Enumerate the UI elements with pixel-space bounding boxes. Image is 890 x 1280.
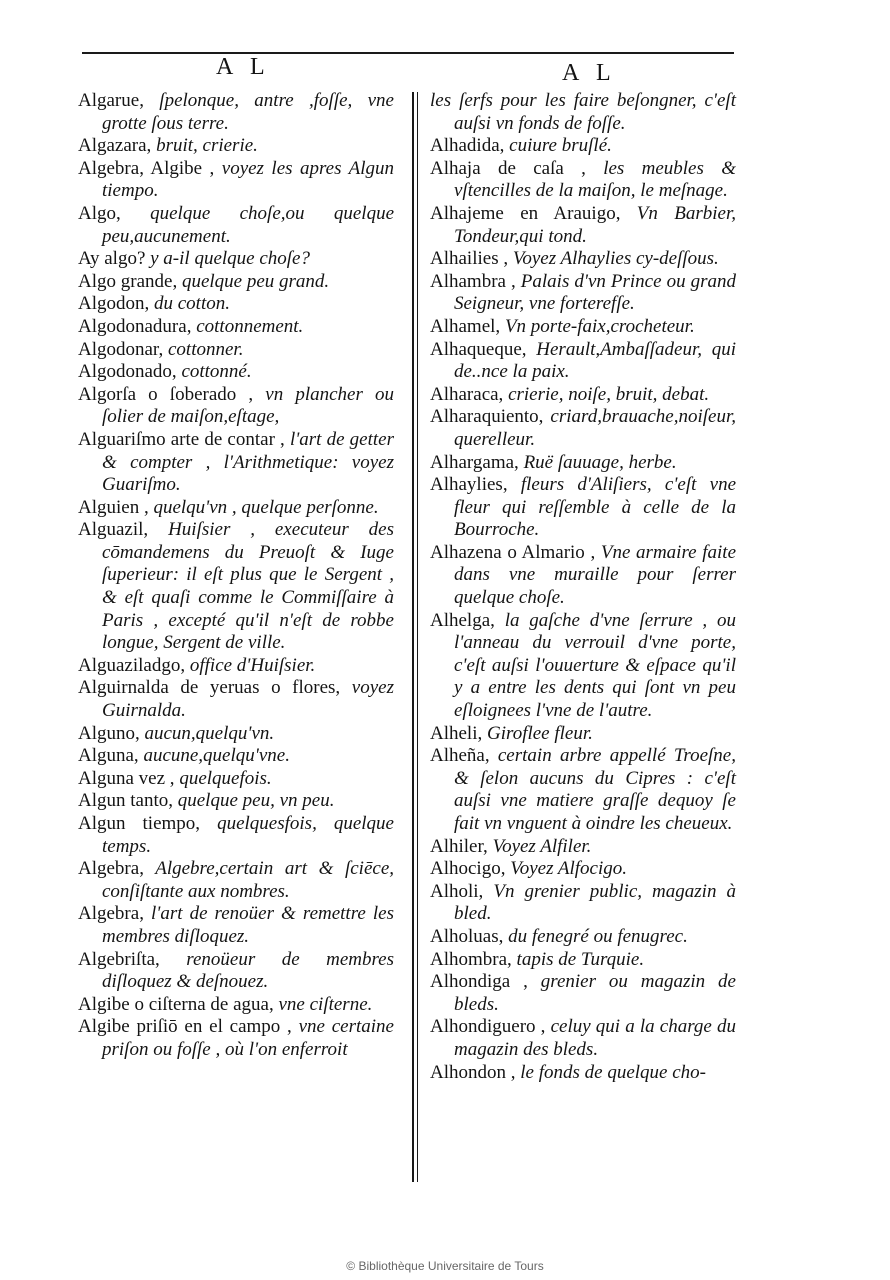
dictionary-entry [78, 384, 394, 429]
running-head-right: A L [562, 60, 617, 86]
entry-headword: Algodonar, [78, 338, 164, 360]
dictionary-entry [430, 926, 736, 949]
dictionary-entry [78, 497, 394, 520]
entry-headword: Algebra, Algibe , [78, 157, 215, 179]
entry-headword: Algo, [78, 202, 121, 224]
dictionary-entry [78, 271, 394, 294]
entry-definition: aucun,quelqu'vn. [139, 722, 275, 744]
entry-definition: bruit, crierie. [151, 135, 258, 157]
entry-definition: les ſerfs pour les faire beſongner, c'eſt auſsi vn fonds de foſſe. [430, 90, 736, 134]
entry-definition: Giroflee fleur. [482, 722, 593, 744]
entry-definition: Voyez Alfocigo. [505, 858, 628, 880]
entry-definition: quelque choſe,ou quelque peu,aucunement. [102, 202, 394, 247]
dictionary-entry [430, 384, 736, 407]
entry-definition: Vne armaire faite dans vne muraille pour ſerrer quelque choſe. [454, 541, 736, 609]
column-divider-thin [417, 92, 418, 1182]
entry-headword: Algodonado, [78, 361, 177, 383]
entry-headword: Alhaqueque, [430, 338, 527, 360]
entry-definition: la gaſche d'vne ſerrure , ou l'anneau du verrouil d'vne porte, c'eſt auſsi l'ouuerture & eſpace qu'il y a entre les dents qui ſont vn peu eſloignees l'vne de l'autre. [454, 609, 736, 722]
dictionary-entry [430, 203, 736, 248]
entry-headword: Alguazil, [78, 519, 149, 541]
dictionary-entry [78, 339, 394, 362]
entry-definition: Palais d'vn Prince ou grand Seigneur, vne forterefſe. [454, 270, 737, 315]
entry-headword: Algodon, [78, 293, 150, 315]
entry-headword: Alhelga, [430, 609, 495, 631]
dictionary-entry [78, 293, 394, 316]
entry-headword: Algibe o ciſterna de agua, [78, 993, 274, 1015]
entry-definition: Herault,Ambaſſadeur, qui de..nce la paix. [454, 338, 736, 383]
entry-definition: vne certaine priſon ou foſſe , où l'on enferroit [102, 1016, 394, 1060]
entry-headword: Alguirnalda de yeruas o flores, [78, 677, 341, 699]
entry-definition: cottonnement. [191, 315, 304, 337]
entry-definition: quelquefois. [174, 767, 272, 789]
entry-headword: Alhocigo, [430, 858, 506, 880]
entry-definition: cottonné. [176, 361, 252, 383]
entry-definition: tapis de Turquie. [511, 948, 645, 970]
entry-definition: Voyez Alfiler. [487, 835, 592, 857]
entry-definition: criard,brauache,noiſeur, querelleur. [454, 406, 736, 450]
right-column [430, 90, 736, 1084]
entry-headword: Algo grande, [78, 270, 178, 292]
entry-definition: cuiure bruſlé. [504, 135, 612, 157]
dictionary-entry [430, 452, 736, 475]
entry-headword: Alhambra , [430, 270, 516, 292]
dictionary-entry [78, 135, 394, 158]
dictionary-entry [78, 361, 394, 384]
dictionary-entry [78, 90, 394, 135]
entry-headword: Alhajeme en Arauigo, [430, 202, 621, 224]
entry-definition: y a-il quelque choſe? [145, 248, 310, 270]
entry-headword: Alholi, [430, 880, 484, 902]
entry-headword: Alguariſmo arte de contar , [78, 428, 285, 450]
left-column [78, 90, 394, 1062]
dictionary-entry [430, 971, 736, 1016]
entry-definition: du fenegré ou fenugrec. [503, 925, 688, 947]
entry-headword: Alholuas, [430, 925, 504, 947]
entry-headword: Alguna, [78, 745, 139, 767]
dictionary-entry [430, 248, 736, 271]
entry-definition: voyez Guirnalda. [102, 677, 394, 722]
entry-definition: ſpelonque, antre ,foſſe, vne grotte ſous terre. [102, 90, 394, 134]
entry-definition: aucune,quelqu'vne. [138, 745, 290, 767]
entry-headword: Alharaquiento, [430, 406, 544, 428]
entry-headword: Alhargama, [430, 451, 519, 473]
dictionary-entry [430, 836, 736, 859]
entry-definition: quelquesfois, quelque temps. [102, 813, 394, 857]
column-divider [412, 92, 414, 1182]
entry-headword: Algodonadura, [78, 315, 192, 337]
entry-headword: Alguna vez , [78, 767, 175, 789]
entry-headword: Alguien , [78, 496, 149, 518]
entry-definition: l'art de renoüer & remettre les membres diſloquez. [102, 903, 394, 947]
dictionary-entry [430, 1062, 736, 1085]
entry-definition: Voyez Alhaylies cy-deſſous. [508, 248, 719, 270]
dictionary-entry [430, 135, 736, 158]
entry-headword: Algibe priſiō en el campo , [78, 1016, 292, 1038]
entry-definition: Ruë ſauuage, herbe. [518, 451, 677, 473]
dictionary-entry [78, 790, 394, 813]
dictionary-entry [430, 1016, 736, 1061]
dictionary-entry [78, 158, 394, 203]
dictionary-entry [78, 677, 394, 722]
dictionary-entry [430, 881, 736, 926]
entry-definition: voyez les apres Algun tiempo. [102, 157, 395, 202]
entry-definition: cottonner. [163, 338, 244, 360]
entry-headword: Alhiler, [430, 835, 488, 857]
entry-headword: Alhondiguero , [430, 1016, 546, 1038]
dictionary-entry [430, 316, 736, 339]
entry-headword: Alhaylies, [430, 474, 508, 496]
dictionary-entry [430, 745, 736, 835]
entry-definition: Vn porte-faix,crocheteur. [500, 315, 695, 337]
entry-definition: quelqu'vn , quelque perſonne. [148, 496, 379, 518]
dictionary-entry [430, 339, 736, 384]
dictionary-entry [430, 271, 736, 316]
dictionary-entry [78, 994, 394, 1017]
entry-headword: Alheña, [430, 745, 490, 767]
entry-headword: Alhailies , [430, 248, 509, 270]
entry-definition: Algebre,certain art & ſciēce, conſiſtante aux nombres. [102, 858, 394, 902]
entry-headword: Alhaja de caſa , [430, 157, 586, 179]
dictionary-entry [430, 858, 736, 881]
entry-headword: Ay algo? [78, 248, 146, 270]
entry-headword: Alhamel, [430, 315, 501, 337]
top-rule [82, 52, 734, 54]
dictionary-entry [78, 745, 394, 768]
dictionary-entry [78, 903, 394, 948]
entry-definition: l'art de getter & compter , l'Arithmetique: voyez Guariſmo. [102, 428, 394, 496]
entry-headword: Algun tanto, [78, 790, 173, 812]
entry-headword: Algun tiempo, [78, 813, 201, 834]
dictionary-entry [78, 203, 394, 248]
entry-definition: office d'Huiſsier. [185, 654, 316, 676]
entry-headword: Alguno, [78, 722, 140, 744]
dictionary-entry [430, 158, 736, 203]
entry-definition: crierie, noiſe, bruit, debat. [503, 383, 710, 405]
entry-headword: Alharaca, [430, 383, 504, 405]
dictionary-entry [430, 90, 736, 135]
entry-definition: Vn grenier public, magazin à bled. [454, 880, 736, 925]
dictionary-entry [78, 723, 394, 746]
dictionary-entry [78, 316, 394, 339]
dictionary-entry [78, 429, 394, 497]
entry-definition: Vn Barbier, Tondeur,qui tond. [454, 202, 736, 247]
entry-definition: grenier ou magazin de bleds. [454, 971, 736, 1015]
entry-headword: Algebra, [78, 858, 144, 880]
entry-headword: Alhondon , [430, 1061, 516, 1083]
entry-headword: Algorſa o ſoberado , [78, 383, 254, 405]
entry-definition: renoüeur de membres diſloquez & deſnouez. [102, 948, 394, 993]
dictionary-entry [78, 655, 394, 678]
dictionary-entry [78, 1016, 394, 1061]
entry-headword: Alhadida, [430, 135, 505, 157]
dictionary-entry [78, 813, 394, 858]
entry-definition: vne ciſterne. [273, 993, 373, 1015]
entry-definition: fleurs d'Aliſiers, c'eſt vne fleur qui reſſemble à celle de la Bourroche. [454, 474, 736, 541]
dictionary-entry [430, 474, 736, 542]
dictionary-entry [430, 949, 736, 972]
entry-definition: du cotton. [149, 293, 230, 315]
dictionary-entry [430, 406, 736, 451]
entry-definition: certain arbre appellé Troeſne, & ſelon aucuns du Cipres : c'eſt auſsi vne matiere graſſe dequoy ſe fait vn vnguent à oindre les cheueux. [454, 745, 736, 834]
entry-definition: les meubles & vſtencilles de la maiſon, le meſnage. [454, 157, 736, 202]
entry-headword: Alhazena o Almario , [430, 541, 596, 563]
entry-headword: Algebra, [78, 903, 144, 925]
library-credit: © Bibliothèque Universitaire de Tours [346, 1259, 544, 1273]
dictionary-entry [430, 610, 736, 723]
dictionary-entry [78, 248, 394, 271]
entry-headword: Algebriſta, [78, 948, 160, 970]
entry-definition: vn plancher ou ſolier de maiſon,eſtage, [102, 383, 394, 428]
dictionary-entry [78, 949, 394, 994]
dictionary-entry [430, 723, 736, 746]
running-head-left: A L [216, 54, 271, 80]
entry-headword: Alhondiga , [430, 971, 528, 993]
entry-definition: celuy qui a la charge du magazin des bleds. [454, 1016, 736, 1060]
entry-definition: quelque peu grand. [177, 270, 330, 292]
dictionary-entry [78, 858, 394, 903]
entry-headword: Alheli, [430, 722, 483, 744]
entry-headword: Alguaziladgo, [78, 654, 186, 676]
entry-definition: Huiſsier , executeur des cōmandemens du Preuoſt & Iuge ſuperieur: il eſt plus que le Sergent , & eſt quaſi comme le Commiſſaire à Paris , excepté qu'il n'eſt de robbe longue, Sergent de ville. [102, 519, 394, 654]
entry-definition: le fonds de quelque cho- [515, 1061, 706, 1083]
dictionary-entry [430, 542, 736, 610]
dictionary-entry [78, 768, 394, 791]
entry-definition: quelque peu, vn peu. [173, 790, 335, 812]
entry-headword: Algazara, [78, 135, 152, 157]
entry-headword: Alhombra, [430, 948, 512, 970]
dictionary-entry [78, 519, 394, 655]
entry-headword: Algarue, [78, 90, 144, 111]
